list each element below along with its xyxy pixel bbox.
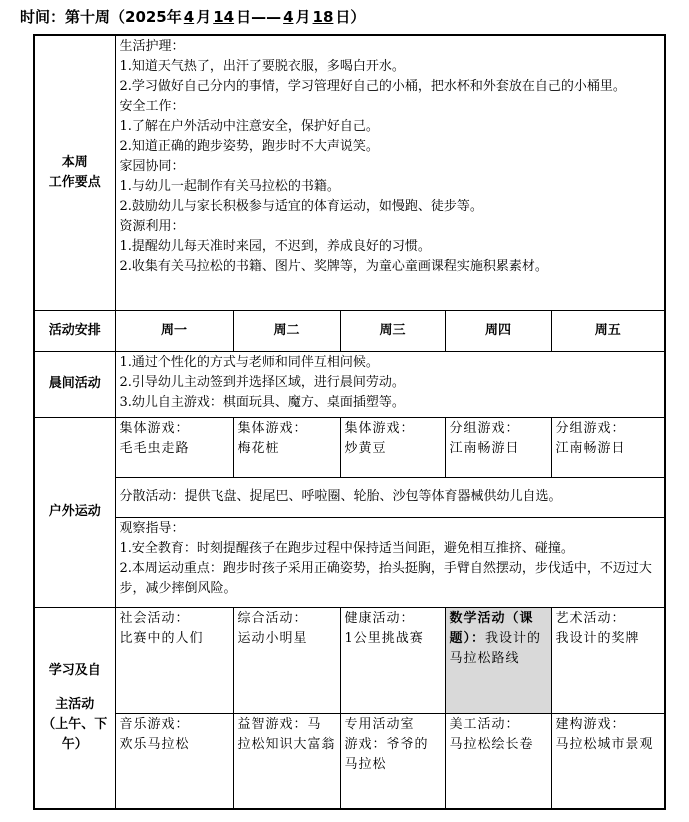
outdoor-scattered-row bbox=[34, 477, 665, 517]
focus-line: 1.知道天气热了，出汗了要脱衣服，多喝白开水。 bbox=[119, 59, 405, 74]
morning-line: 2.引导幼儿主动签到并选择区域，进行晨间劳动。 bbox=[119, 374, 405, 390]
learning-cell: 专用活动室 游戏：爷爷的马拉松 bbox=[340, 713, 445, 809]
focus-line: 1.与幼儿一起制作有关马拉松的书籍。 bbox=[119, 179, 340, 194]
day-wednesday: 周三 bbox=[340, 310, 445, 351]
outdoor-game-cell: 集体游戏： 梅花桩 bbox=[233, 417, 340, 477]
learning-row-1 bbox=[34, 607, 665, 713]
learning-cell: 社会活动： 比赛中的人们 bbox=[115, 607, 233, 713]
morning-line: 1.通过个性化的方式与老师和同伴互相问候。 bbox=[119, 354, 379, 370]
outdoor-game-cell: 集体游戏： 毛毛虫走路 bbox=[115, 417, 233, 477]
header-dash: 日—— bbox=[236, 8, 282, 26]
morning-row bbox=[34, 351, 665, 417]
outdoor-game-cell: 集体游戏： 炒黄豆 bbox=[340, 417, 445, 477]
weekly-schedule-table bbox=[33, 34, 666, 810]
day-friday: 周五 bbox=[551, 310, 665, 351]
focus-row bbox=[34, 35, 665, 310]
header-end-day: 18 bbox=[312, 8, 334, 26]
learning-cell: 美工活动： 马拉松绘长卷 bbox=[445, 713, 551, 809]
header-suffix: 日） bbox=[335, 8, 366, 26]
schedule-header bbox=[20, 6, 365, 27]
guidance-line: 1.安全教育：时刻提醒孩子在跑步过程中保持适当间距，避免相互推挤、碰撞。 bbox=[119, 540, 574, 556]
focus-line: 1.了解在户外活动中注意安全，保护好自己。 bbox=[119, 119, 379, 134]
header-prefix: 时间：第十周（2025年 bbox=[20, 8, 182, 26]
learning-row-2 bbox=[34, 713, 665, 809]
learning-label: 学习及自 主活动 （上午、下午） bbox=[34, 607, 115, 809]
outdoor-scattered: 分散活动：提供飞盘、捉尾巴、呼啦圈、轮胎、沙包等体育器械供幼儿自选。 bbox=[115, 477, 665, 517]
morning-content bbox=[115, 351, 665, 417]
day-tuesday: 周二 bbox=[233, 310, 340, 351]
header-end-month: 4 bbox=[283, 8, 294, 26]
learning-cell: 综合活动： 运动小明星 bbox=[233, 607, 340, 713]
learning-cell: 益智游戏：马拉松知识大富翁 bbox=[233, 713, 340, 809]
header-start-day: 14 bbox=[213, 8, 235, 26]
focus-line: 2.鼓励幼儿与家长积极参与适宜的体育运动，如慢跑、徒步等。 bbox=[119, 199, 483, 214]
header-start-month: 4 bbox=[183, 8, 195, 26]
focus-line: 生活护理： bbox=[119, 39, 185, 54]
focus-line: 1.提醒幼儿每天准时来园，不迟到，养成良好的习惯。 bbox=[119, 239, 431, 254]
learning-cell: 健康活动： 1公里挑战赛 bbox=[340, 607, 445, 713]
guidance-line: 观察指导： bbox=[119, 520, 185, 536]
focus-line: 2.知道正确的跑步姿势，跑步时不大声说笑。 bbox=[119, 139, 379, 154]
day-header-row bbox=[34, 310, 665, 351]
focus-line: 2.收集有关马拉松的书籍、图片、奖牌等，为童心童画课程实施积累素材。 bbox=[119, 259, 548, 274]
learning-cell: 建构游戏： 马拉松城市景观 bbox=[551, 713, 665, 809]
outdoor-game-cell: 分组游戏： 江南畅游日 bbox=[445, 417, 551, 477]
learning-cell-highlighted: 数学活动（课题）：我设计的马拉松路线 bbox=[445, 607, 551, 713]
outdoor-game-cell: 分组游戏： 江南畅游日 bbox=[551, 417, 665, 477]
learning-cell: 音乐游戏： 欢乐马拉松 bbox=[115, 713, 233, 809]
morning-line: 3.幼儿自主游戏：棋面玩具、魔方、桌面插塑等。 bbox=[119, 394, 405, 410]
outdoor-guidance bbox=[115, 517, 665, 607]
focus-content bbox=[115, 35, 665, 310]
guidance-line: 2.本周运动重点：跑步时孩子采用正确姿势，抬头挺胸，手臂自然摆动，步伐适中，不迈过大步，减少摔倒风险。 bbox=[119, 560, 652, 596]
outdoor-games-row bbox=[34, 417, 665, 477]
header-month-char: 月 bbox=[295, 8, 311, 26]
day-thursday: 周四 bbox=[445, 310, 551, 351]
day-monday: 周一 bbox=[115, 310, 233, 351]
focus-line: 家园协同： bbox=[119, 159, 185, 174]
outdoor-guidance-row bbox=[34, 517, 665, 607]
morning-label: 晨间活动 bbox=[34, 351, 115, 417]
learning-cell: 艺术活动： 我设计的奖牌 bbox=[551, 607, 665, 713]
header-month-char: 月 bbox=[196, 8, 212, 26]
focus-line: 安全工作： bbox=[119, 99, 185, 114]
focus-label: 本周 工作要点 bbox=[34, 35, 115, 310]
focus-line: 2.学习做好自己分内的事情，学习管理好自己的小桶，把水杯和外套放在自己的小桶里。 bbox=[119, 79, 626, 94]
outdoor-label: 户外运动 bbox=[34, 417, 115, 607]
focus-line: 资源利用： bbox=[119, 219, 185, 234]
schedule-label: 活动安排 bbox=[34, 310, 115, 351]
